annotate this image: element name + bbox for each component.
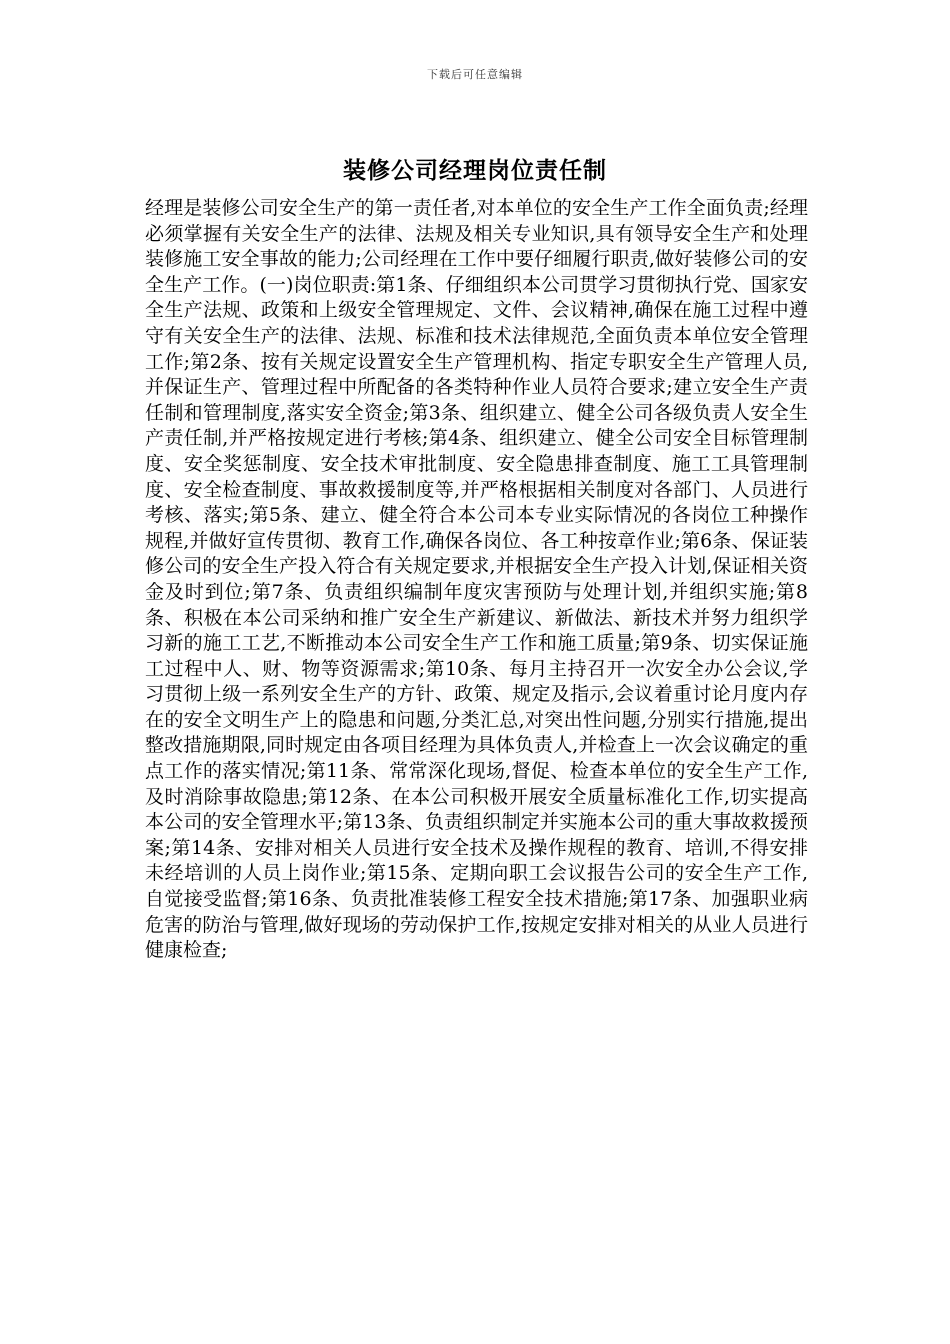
document-title: 装修公司经理岗位责任制 <box>343 158 607 184</box>
header-note: 下载后可任意编辑 <box>427 68 523 81</box>
document-body: 经理是装修公司安全生产的第一责任者,对本单位的安全生产工作全面负责;经理必须掌握有关安全生产的法律、法规及相关专业知识,具有领导安全生产和处理装修施工安全事故的能力;公司经理在工作中要仔细履行职责,做好装修公司的安全生产工作。(一)岗位职责:第1条、仔细组织本公司贯学习贯彻执行党、国家安全生产法规、政策和上级安全管理规定、文件、会议精神,确保在施工过程中遵守有关安全生产的法律、法规、标准和技术法律规范,全面负责本单位安全管理工作;第2条、按有关规定设置安全生产管理机构、指定专职安全生产管理人员,并保证生产、管理过程中所配备的各类特种作业人员符合要求;建立安全生产责任制和管理制度,落实安全资金;第3条、组织建立、健全公司各级负责人安全生产责任制,并严格按规定进行考核;第4条、组织建立、健全公司安全目标管理制度、安全奖惩制度、安全技术审批制度、安全隐患排查制度、施工工具管理制度、安全检查制度、事故救援制度等,并严格根据相关制度对各部门、人员进行考核、落实;第5条、建立、健全符合本公司本专业实际情况的各岗位工种操作规程,并做好宣传贯彻、教育工作,确保各岗位、各工种按章作业;第6条、保证装修公司的安全生产投入符合有关规定要求,并根据安全生产投入计划,保证相关资金及时到位;第7条、负责组织编制年度灾害预防与处理计划,并组织实施;第8条、积极在本公司采纳和推广安全生产新建议、新做法、新技术并努力组织学习新的施工工艺,不断推动本公司安全生产工作和施工质量;第9条、切实保证施工过程中人、财、物等资源需求;第10条、每月主持召开一次安全办公会议,学习贯彻上级一系列安全生产的方针、政策、规定及指示,会议着重讨论月度内存在的安全文明生产上的隐患和问题,分类汇总,对突出性问题,分别实行措施,提出整改措施期限,同时规定由各项目经理为具体负责人,并检查上一次会议确定的重点工作的落实情况;第11条、常常深化现场,督促、检查本单位的安全生产工作,及时消除事故隐患;第12条、在本公司积极开展安全质量标准化工作,切实提高本公司的安全管理水平;第13条、负责组织制定并实施本公司的重大事故救援预案;第14条、安排对相关人员进行安全技术及操作规程的教育、培训,不得安排未经培训的人员上岗作业;第15条、定期向职工会议报告公司的安全生产工作,自觉接受监督;第16条、负责批准装修工程安全技术措施;第17条、加强职业病危害的防治与管理,做好现场的劳动保护工作,按规定安排对相关的从业人员进行健康检查; <box>145 197 808 962</box>
